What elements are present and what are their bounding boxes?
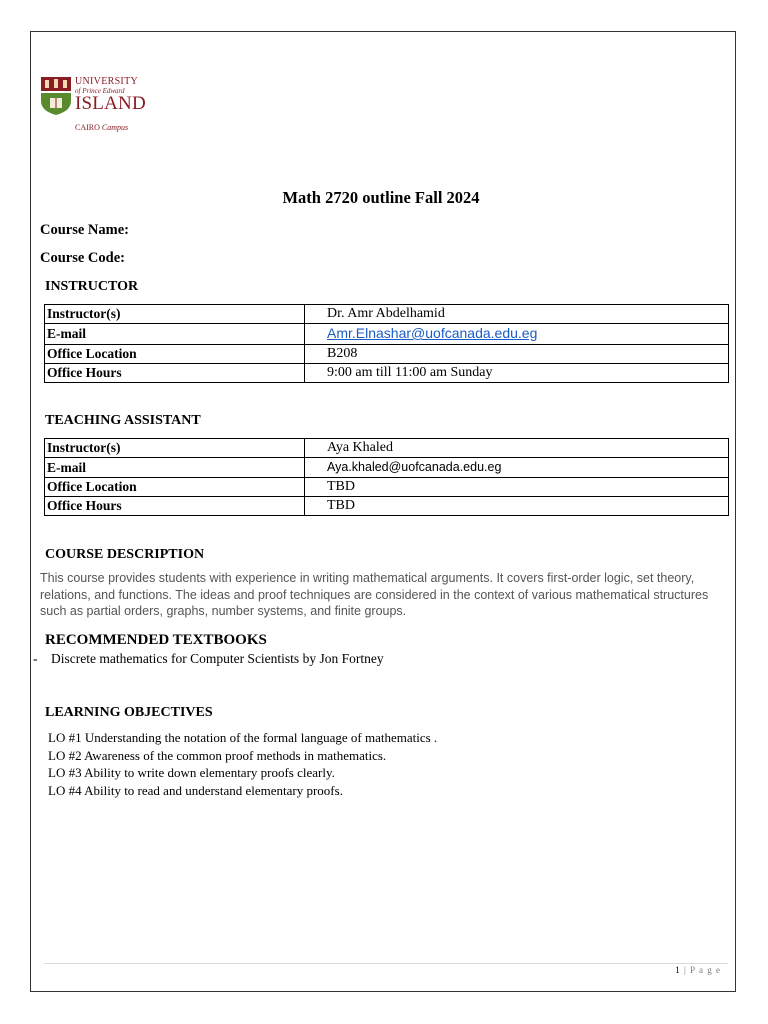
- table-row: [45, 458, 729, 478]
- university-logo: [40, 74, 150, 134]
- logo-of-pei-text: of Prince Edward: [75, 87, 125, 95]
- ta-table: [44, 438, 729, 516]
- instructor-heading: INSTRUCTOR: [45, 279, 139, 294]
- textbooks-heading: RECOMMENDED TEXTBOOKS: [45, 632, 267, 648]
- table-key: Office Hours: [45, 364, 305, 383]
- table-key: Office Hours: [45, 497, 305, 516]
- table-row: [45, 345, 729, 364]
- textbook-title: Discrete mathematics for Computer Scientists by Jon Fortney: [51, 651, 384, 666]
- learning-objectives-list: [48, 729, 437, 799]
- footer-divider: [44, 963, 728, 964]
- learning-objectives-heading: LEARNING OBJECTIVES: [45, 705, 213, 720]
- instructor-email-link[interactable]: Amr.Elnashar@uofcanada.edu.eg: [327, 325, 538, 341]
- table-key: Instructor(s): [45, 305, 305, 324]
- bullet-dash: -: [33, 651, 38, 666]
- table-row: [45, 478, 729, 497]
- table-value: Dr. Amr Abdelhamid: [305, 305, 729, 324]
- table-value: [305, 458, 729, 478]
- list-item: [33, 651, 384, 667]
- ta-email-text: Aya.khaled@uofcanada.edu.eg: [327, 460, 502, 474]
- table-row: [45, 305, 729, 324]
- page-footer: [675, 965, 721, 975]
- table-value: 9:00 am till 11:00 am Sunday: [305, 364, 729, 383]
- table-row: [45, 324, 729, 345]
- university-crest-icon: [40, 76, 72, 116]
- table-key: Instructor(s): [45, 439, 305, 458]
- table-value: TBD: [305, 497, 729, 516]
- table-key: E-mail: [45, 458, 305, 478]
- logo-island-text: ISLAND: [75, 93, 146, 114]
- table-key: Office Location: [45, 478, 305, 497]
- table-row: [45, 439, 729, 458]
- page-label: P a g e: [690, 965, 721, 975]
- list-item: LO #4 Ability to read and understand elementary proofs.: [48, 782, 343, 798]
- course-description-text: This course provides students with experience in writing mathematical arguments. It covers first-order logic, set theory, relations, and functions. The ideas and proof techniques are considered in the context of various mathematical structures such as partial orders, graphs, number systems, and finite groups.: [40, 571, 709, 618]
- table-value: B208: [305, 345, 729, 364]
- instructor-table: [44, 304, 729, 383]
- table-key: Office Location: [45, 345, 305, 364]
- ta-heading: TEACHING ASSISTANT: [45, 413, 201, 428]
- table-value: [305, 324, 729, 345]
- table-key: E-mail: [45, 324, 305, 345]
- footer-separator: |: [684, 965, 687, 975]
- document-title: Math 2720 outline Fall 2024: [282, 188, 480, 207]
- logo-campus-text: CAIRO Campus: [75, 123, 129, 132]
- course-code-label: Course Code:: [40, 250, 125, 266]
- list-item: LO #3 Ability to write down elementary proofs clearly.: [48, 765, 335, 780]
- list-item: LO #2 Awareness of the common proof methods in mathematics.: [48, 747, 387, 763]
- table-row: [45, 364, 729, 383]
- course-name-label: Course Name:: [40, 222, 129, 238]
- table-value: Aya Khaled: [305, 439, 729, 458]
- logo-university-text: UNIVERSITY: [75, 76, 138, 87]
- course-description-heading: COURSE DESCRIPTION: [45, 547, 205, 562]
- list-item: LO #1 Understanding the notation of the formal language of mathematics .: [48, 730, 438, 745]
- table-value: TBD: [305, 478, 729, 497]
- table-row: [45, 497, 729, 516]
- page-number: 1: [675, 965, 681, 975]
